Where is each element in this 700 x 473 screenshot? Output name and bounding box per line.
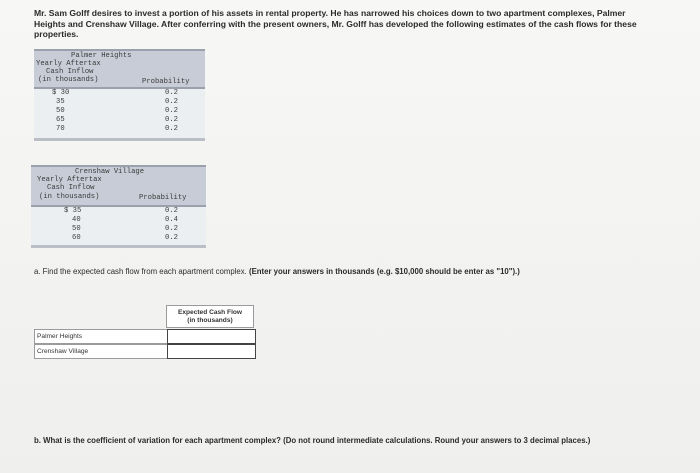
expected-cash-flow-header <box>166 305 254 328</box>
expected-cash-flow-header-line1: Expected Cash Flow <box>177 309 243 316</box>
crenshaw-cash-1: $ 35 <box>64 207 82 215</box>
palmer-prob-5: 0.2 <box>165 125 178 133</box>
crenshaw-col1-header-line1: Yearly Aftertax <box>37 176 102 184</box>
question-a-text: a. Find the expected cash flow from each apartment complex. <box>34 267 247 276</box>
crenshaw-table-header <box>31 165 206 207</box>
palmer-prob-4: 0.2 <box>165 116 178 124</box>
question-b-text: b. What is the coefficient of variation for each apartment complex? <box>34 436 281 445</box>
palmer-heights-table <box>34 49 205 141</box>
question-a-note: (Enter your answers in thousands (e.g. $10,000 should be enter as "10").) <box>248 267 520 276</box>
crenshaw-col1-header-line2: Cash Inflow <box>47 184 95 192</box>
expected-cash-flow-table <box>34 305 256 360</box>
crenshaw-village-expected-cash-flow-input[interactable] <box>167 344 256 359</box>
problem-intro: Mr. Sam Golff desires to invest a portion of his assets in rental property. He has narrowed his choices down to two apartment complexes, Palmer Heights and Crenshaw Village. After conferring with the present owners, Mr. Golff has developed the following estimates of the cash flows for these properties. <box>34 8 637 39</box>
crenshaw-prob-2: 0.4 <box>165 216 178 224</box>
crenshaw-prob-1: 0.2 <box>165 207 178 215</box>
palmer-cash-2: 35 <box>56 98 65 106</box>
crenshaw-table-bottom-rule <box>31 245 206 248</box>
crenshaw-prob-4: 0.2 <box>165 234 178 242</box>
palmer-heights-answer-label: Palmer Heights <box>37 333 83 340</box>
palmer-cash-1: $ 30 <box>52 89 70 97</box>
palmer-table-bottom-rule <box>34 138 205 141</box>
crenshaw-col1-header-line3: (in thousands) <box>39 193 100 201</box>
crenshaw-probability-header: Probability <box>139 194 187 202</box>
crenshaw-village-answer-label: Crenshaw Village <box>37 348 89 355</box>
palmer-heights-expected-cash-flow-input[interactable] <box>167 329 256 344</box>
crenshaw-table-title: Crenshaw Village <box>75 168 145 176</box>
palmer-table-title: Palmer Heights <box>71 52 132 60</box>
palmer-cash-4: 65 <box>56 116 65 124</box>
crenshaw-village-table <box>31 165 206 248</box>
crenshaw-village-answer-row <box>34 344 255 359</box>
crenshaw-cash-2: 40 <box>72 216 81 224</box>
crenshaw-cash-4: 60 <box>72 234 81 242</box>
palmer-probability-header: Probability <box>142 78 190 86</box>
crenshaw-cash-3: 50 <box>72 225 81 233</box>
question-b-note: (Do not round intermediate calculations. Round your answers to 3 decimal places.) <box>283 436 591 445</box>
question-b <box>34 436 654 446</box>
palmer-table-header <box>34 49 205 89</box>
palmer-heights-answer-row <box>34 329 255 344</box>
palmer-col1-header-line2: Cash Inflow <box>46 68 94 76</box>
palmer-col1-header-line1: Yearly Aftertax <box>36 60 101 68</box>
palmer-prob-3: 0.2 <box>165 107 178 115</box>
question-a <box>34 267 654 277</box>
crenshaw-prob-3: 0.2 <box>165 225 178 233</box>
palmer-prob-2: 0.2 <box>165 98 178 106</box>
palmer-cash-5: 70 <box>56 125 65 133</box>
expected-cash-flow-header-line2: (in thousands) <box>187 317 233 324</box>
palmer-prob-1: 0.2 <box>165 89 178 97</box>
palmer-col1-header-line3: (in thousands) <box>38 76 99 84</box>
palmer-cash-3: 50 <box>56 107 65 115</box>
